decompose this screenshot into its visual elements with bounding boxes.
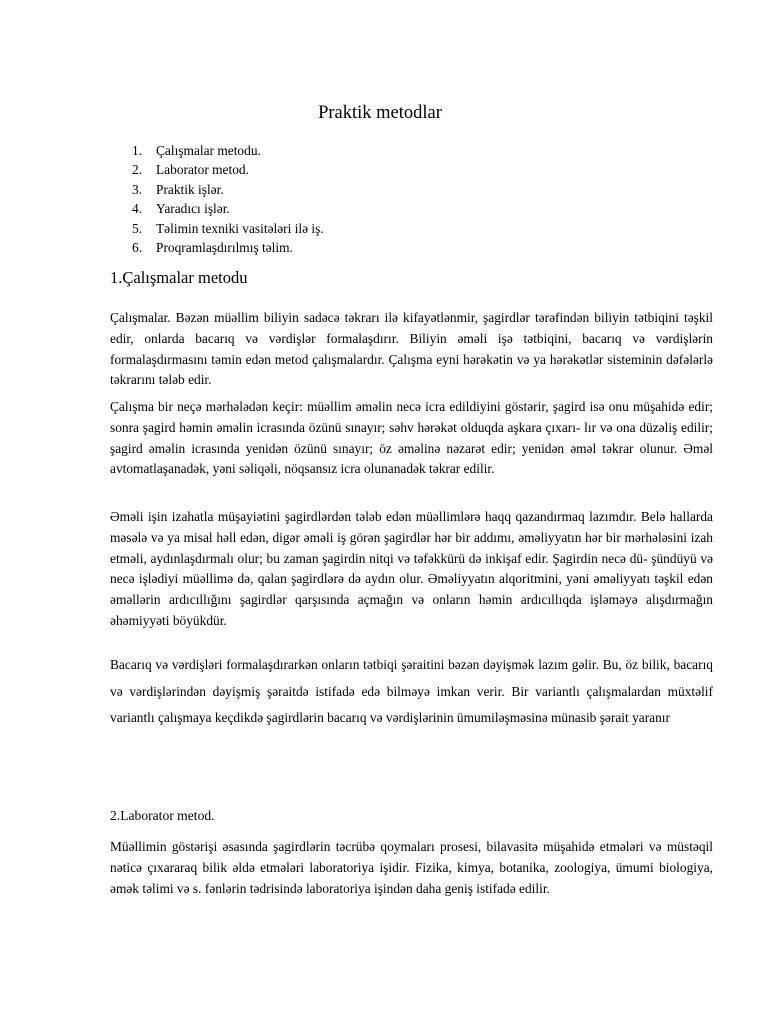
section-heading-exercises: 1.Çalışmalar metodu <box>110 268 248 287</box>
page-title: Praktik metodlar <box>318 103 442 123</box>
toc-item <box>132 180 324 199</box>
toc-item-text: Laborator metod. <box>156 162 249 178</box>
toc-item-number: 5. <box>132 220 143 236</box>
toc-item <box>132 219 324 238</box>
toc-item <box>132 141 324 160</box>
toc-item-text: Çalışmalar metodu. <box>156 143 261 158</box>
toc-item <box>132 160 324 179</box>
toc-item <box>132 199 324 218</box>
paragraph-exercises-intro: Çalışmalar. Bəzən müəllim biliyin sadəcə təkrarı ilə kifayətlənmir, şagirdlər tərəfindən biliyin tətbiqini təşkil edir, onlarda bacarıq və vərdişlər formalaşdırır. Biliyin əməli işə tətbiqini, bacarıq və vərdişlərin formalaşdırmasını təmin edən metod çalışmalardır. Çalışma eyni hərəkətin və ya hərəkətlər sisteminin dəfələrlə təkrarını tələb edir. <box>110 310 713 388</box>
toc-item-number: 1. <box>132 143 143 158</box>
toc-item-number: 3. <box>132 181 143 197</box>
toc-list <box>132 141 324 257</box>
paragraph-skill-conditions: Bacarıq və vərdişləri formalaşdırarkən onların tətbiqi şəraitini bəzən dəyişmək lazım gəlir. Bu, öz bilik, bacarıq və vərdişlərindən dəyişmiş şəraitdə istifadə edə bilməyə imkan verir. Bir variantlı çalışmalardan müxtəlif variantlı çalışmaya keçdikdə şagirdlərin bacarıq və vərdişlərinin ümumiləşməsinə münasib şərait yaranır <box>110 657 713 725</box>
toc-item-text: Yaradıcı işlər. <box>156 201 230 217</box>
paragraph-explanation: Əməli işin izahatla müşayiətini şagirdlərdən tələb edən müəllimlərə haqq qazandırmaq lazımdır. Belə hallarda məsələ və ya misal həll edən, digər əməli iş görən şagirdlər hər bir addımı, əməliyyatın hər bir mərhələsini izah etməli, aydınlaşdırmalı olur; bu zaman şagirdin nitqi və təfəkkürü də inkişaf edir. Şagirdin necə dü- şündüyü və necə işlədiyi müəllimə də, qalan şagirdlərə də aydın olur. Əməliyyatın alqoritmini, yəni əməliyyatı təşkil edən əməllərin ardıcıllığını şagirdlər qarşısında açmağın və onların həmin ardıcıllıqda işləməyə alışdırmağın əhəmiyyəti böyükdür. <box>110 509 713 628</box>
toc-item-text: Praktik işlər. <box>156 181 224 197</box>
toc-item-text: Proqramlaşdırılmış təlim. <box>156 240 293 256</box>
section-heading-laboratory: 2.Laborator metod. <box>110 808 215 823</box>
toc-item-number: 4. <box>132 201 143 217</box>
toc-item-number: 6. <box>132 240 143 256</box>
paragraph-laboratory: Müəllimin göstərişi əsasında şagirdlərin təcrübə qoymaları prosesi, bilavasitə müşahidə etmələri və müstəqil nəticə çıxararaq bilik əldə etmələri laboratoriya işidir. Fizika, kimya, botanika, zoologiya, ümumi biologiya, əmək təlimi və s. fənlərin tədrisində laboratoriya işindən daha geniş istifadə edilir. <box>110 839 713 896</box>
paragraph-exercise-stages: Çalışma bir neçə mərhələdən keçir: müəllim əməlin necə icra edildiyini göstərir, şagird isə onu müşahidə edir; sonra şagird həmin əməlin icrasında özünü sınayır; səhv hərəkət olduqda aşkara çıxarı- lır və ona düzəliş edilir; şagird əməlin icrasında yenidən özünü sınayır; öz əməlinə nəzarət edir; yenidən əməl təkrar olunur. Əməl avtomatlaşanadək, yəni səliqəli, nöqsansız icra olunanadək təkrar edilir. <box>110 399 713 477</box>
toc-item-number: 2. <box>132 162 143 178</box>
toc-item-text: Təlimin texniki vasitələri ilə iş. <box>156 220 324 236</box>
toc-item <box>132 238 324 257</box>
